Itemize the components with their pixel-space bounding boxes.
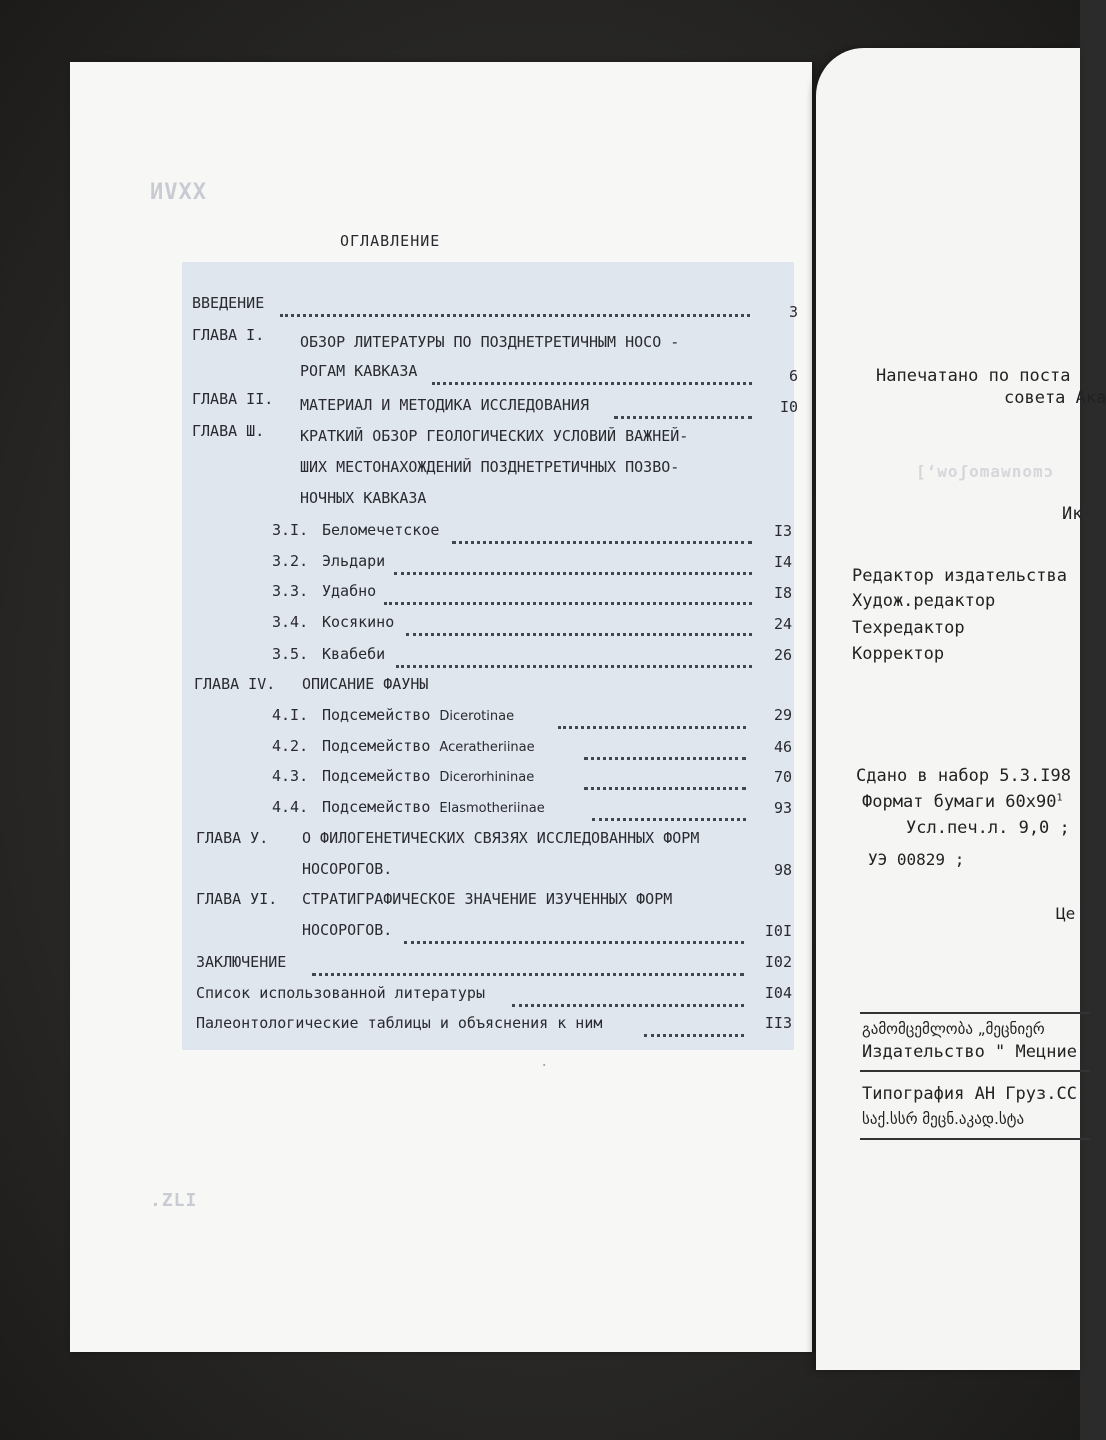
publisher-name: Издательство " Мецние (862, 1042, 1077, 1062)
section-title (322, 767, 534, 785)
section-number: 3.I. (272, 521, 309, 539)
chapter-label: ГЛАВА II. (192, 390, 274, 408)
section-title (322, 798, 545, 816)
chapter-title: ОБЗОР ЛИТЕРАТУРЫ ПО ПОЗДНЕТРЕТИЧНЫМ НОСО - (300, 333, 680, 351)
toc-entry-references: Список использованной литературы (196, 984, 485, 1002)
paper-speck: · (540, 1058, 549, 1074)
paper-format-text: Формат бумаги 60x90 (862, 792, 1057, 812)
right-page (816, 48, 1106, 1370)
printing-house: Типография АН Груз.СС (862, 1084, 1077, 1104)
page-number: I0 (779, 398, 798, 416)
page-number: 98 (773, 861, 792, 879)
bleed-through-mark: .ZLI (150, 1190, 198, 1211)
section-title-ru: Подсемейство (322, 798, 431, 816)
taxon-name: Dicerorhininae (439, 770, 535, 785)
art-editor-label: Худож.редактор (852, 591, 996, 611)
typeset-date: Сдано в набор 5.3.I98 (856, 766, 1071, 786)
chapter-title-cont: ШИХ МЕСТОНАХОЖДЕНИЙ ПОЗДНЕТРЕТИЧНЫХ ПОЗВО- (300, 458, 680, 476)
divider (860, 1012, 1090, 1014)
section-title (322, 737, 535, 755)
chapter-title: КРАТКИЙ ОБЗОР ГЕОЛОГИЧЕСКИХ УСЛОВИЙ ВАЖНЕЙ- (300, 427, 689, 445)
section-number: 4.I. (272, 706, 309, 724)
dot-leader (396, 651, 752, 668)
print-sheets: Усл.печ.л. 9,0 ; (906, 818, 1070, 838)
dot-leader (394, 558, 752, 575)
imprint-line: совета Ака (1004, 388, 1106, 408)
paper-format (862, 792, 1063, 812)
section-number: 3.5. (272, 645, 309, 663)
bleed-through-mark: [ʻwoʃomawnomɔ (916, 462, 1055, 481)
dot-leader (312, 959, 744, 976)
section-number: 3.2. (272, 552, 309, 570)
chapter-title-cont: РОГАМ КАВКАЗА (300, 362, 418, 380)
bleed-through-mark: ИVXX (150, 180, 207, 205)
editor-label: Редактор издательства (852, 566, 1067, 586)
divider (860, 1138, 1090, 1140)
dot-leader (614, 402, 752, 419)
toc-entry-plates: Палеонтологические таблицы и объяснения к ним (196, 1014, 603, 1032)
chapter-title-cont: НОСОРОГОВ. (302, 921, 393, 939)
taxon-name: Aceratheriinae (439, 740, 535, 755)
chapter-label: ГЛАВА IV. (194, 675, 276, 693)
section-title-ru: Подсемейство (322, 737, 431, 755)
dot-leader (584, 773, 746, 790)
section-title: Косякино (322, 613, 395, 631)
section-title-ru: Подсемейство (322, 767, 431, 785)
section-number: 3.3. (272, 582, 309, 600)
dot-leader (404, 927, 744, 944)
partial-heading: Ик (1062, 504, 1083, 524)
dot-leader (384, 588, 752, 605)
page-number: 26 (773, 646, 792, 664)
dot-leader (512, 990, 744, 1007)
page-number: I02 (764, 953, 792, 971)
chapter-label: ГЛАВА У. (196, 829, 269, 847)
taxon-name: Dicerotinae (439, 709, 515, 724)
page-number: I3 (773, 522, 792, 540)
section-title: Квабеби (322, 645, 386, 663)
section-number: 4.2. (272, 737, 309, 755)
dot-leader (452, 527, 752, 544)
publisher-georgian: გამომცემლობა „მეცნიერ (862, 1020, 1045, 1038)
page-number: 70 (773, 768, 792, 786)
page-number: 46 (773, 738, 792, 756)
section-title (322, 706, 514, 724)
dot-leader (406, 619, 752, 636)
chapter-title-cont: НОСОРОГОВ. (302, 860, 393, 878)
chapter-label: ГЛАВА УI. (196, 890, 278, 908)
chapter-label: ГЛАВА I. (192, 326, 265, 344)
section-title: Удабно (322, 582, 377, 600)
chapter-title: СТРАТИГРАФИЧЕСКОЕ ЗНАЧЕНИЕ ИЗУЧЕННЫХ ФОРМ (302, 890, 673, 908)
order-code: УЭ 00829 ; (868, 850, 965, 869)
dot-leader (558, 712, 746, 729)
page-number: 3 (788, 303, 798, 321)
section-title: Эльдари (322, 552, 386, 570)
page-number: 29 (773, 706, 792, 724)
section-title: Беломечетское (322, 521, 440, 539)
page-number: I0I (764, 922, 792, 940)
page-number: I8 (773, 584, 792, 602)
imprint-line: Напечатано по поста (876, 366, 1071, 386)
dot-leader (584, 743, 746, 760)
dot-leader (280, 300, 750, 317)
page-number: II3 (764, 1014, 792, 1032)
page-number: 24 (773, 615, 792, 633)
toc-entry-conclusion: ЗАКЛЮЧЕНИЕ (196, 953, 287, 971)
tech-editor-label: Техредактор (852, 618, 965, 638)
price-label: Це (1056, 904, 1076, 923)
chapter-title: ОПИСАНИЕ ФАУНЫ (302, 675, 429, 693)
chapter-label: ГЛАВА Ш. (192, 422, 265, 440)
chapter-title: МАТЕРИАЛ И МЕТОДИКА ИССЛЕДОВАНИЯ (300, 396, 589, 414)
dot-leader (644, 1020, 744, 1037)
section-number: 4.3. (272, 767, 309, 785)
toc-title: ОГЛАВЛЕНИЕ (340, 232, 441, 250)
page-number: 6 (788, 367, 798, 385)
section-number: 3.4. (272, 613, 309, 631)
page-number: I04 (764, 984, 792, 1002)
toc-entry-intro: ВВЕДЕНИЕ (192, 294, 265, 312)
section-number: 4.4. (272, 798, 309, 816)
printing-house-georgian: საქ.სსრ მეცნ.აკად.სტა (862, 1110, 1025, 1128)
section-title-ru: Подсемейство (322, 706, 431, 724)
page-number: 93 (773, 799, 792, 817)
page-number: I4 (773, 553, 792, 571)
chapter-title-cont: НОЧНЫХ КАВКАЗА (300, 489, 427, 507)
taxon-name: Elasmotheriinae (439, 801, 545, 816)
dot-leader (592, 804, 746, 821)
proofreader-label: Корректор (852, 644, 945, 664)
divider (860, 1070, 1090, 1072)
dot-leader (432, 368, 752, 385)
chapter-title: О ФИЛОГЕНЕТИЧЕСКИХ СВЯЗЯХ ИССЛЕДОВАННЫХ ФОРМ (302, 829, 700, 847)
paper-format-sup: 1 (1056, 792, 1063, 804)
